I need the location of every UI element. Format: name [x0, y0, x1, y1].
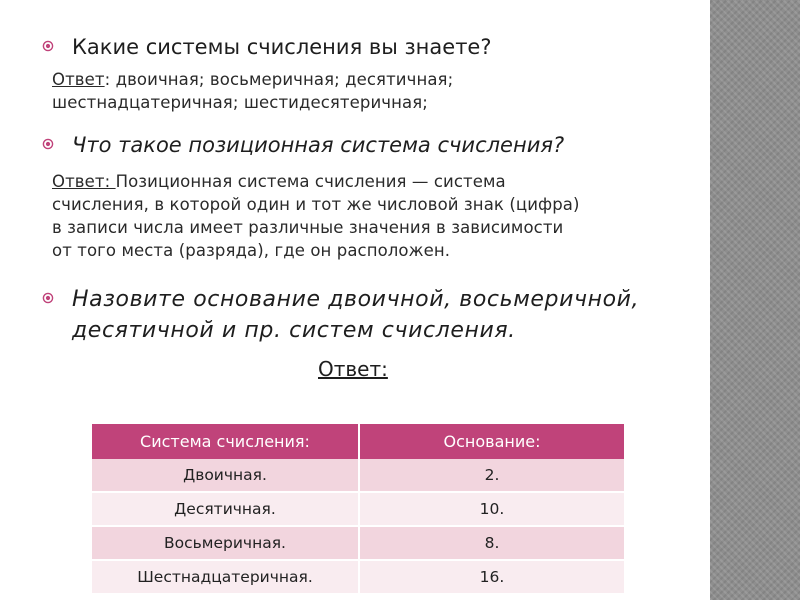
table-header-base: Основание: — [359, 424, 624, 459]
bullet-item-1 — [42, 32, 492, 62]
answer-2-line-1: Позиционная система счисления — система — [115, 172, 506, 191]
question-3-line-2: десятичной и пр. систем счисления. — [72, 318, 516, 343]
table-row — [92, 560, 624, 593]
circle-bullet-icon — [42, 292, 54, 304]
question-1: Какие системы счисления вы знаете? — [72, 35, 492, 59]
table-row — [92, 492, 624, 526]
answer-1-label: Ответ — [52, 70, 105, 89]
bullet-item-3 — [42, 284, 639, 346]
answer-1-text: : двоичная; восьмеричная; десятичная; — [104, 70, 454, 89]
table-cell-base: 16. — [359, 560, 624, 593]
table-row — [92, 526, 624, 560]
table-cell-base: 8. — [359, 526, 624, 560]
table-cell-system: Десятичная. — [92, 492, 359, 526]
table-header-row — [92, 424, 624, 459]
answer-2-label: Ответ: — [52, 172, 116, 191]
answer-2-line-2: счисления, в которой один и тот же числовой знак (цифра) — [52, 195, 580, 214]
number-systems-table — [92, 424, 624, 593]
circle-bullet-icon — [42, 40, 54, 52]
circle-bullet-icon — [42, 138, 54, 150]
table-cell-base: 10. — [359, 492, 624, 526]
answer-1 — [52, 68, 453, 114]
decorative-side-band — [710, 0, 800, 600]
question-3-line-1: Назовите основание двоичной, восьмеричной, — [72, 287, 640, 312]
table-cell-system: Шестнадцатеричная. — [92, 560, 359, 593]
table-row — [92, 459, 624, 492]
question-3 — [72, 284, 639, 346]
answer-1-line-2: шестнадцатеричная; шестидесятеричная; — [52, 93, 428, 112]
table-cell-system: Двоичная. — [92, 459, 359, 492]
answer-3-label: Ответ: — [318, 357, 388, 381]
answer-2 — [52, 170, 580, 262]
question-2: Что такое позиционная система счисления? — [72, 133, 565, 157]
table-cell-base: 2. — [359, 459, 624, 492]
table-cell-system: Восьмеричная. — [92, 526, 359, 560]
answer-2-line-3: в записи числа имеет различные значения в зависимости — [52, 218, 564, 237]
table-header-system: Система счисления: — [92, 424, 359, 459]
bullet-item-2 — [42, 130, 564, 160]
answer-2-line-4: от того места (разряда), где он расположен. — [52, 241, 451, 260]
